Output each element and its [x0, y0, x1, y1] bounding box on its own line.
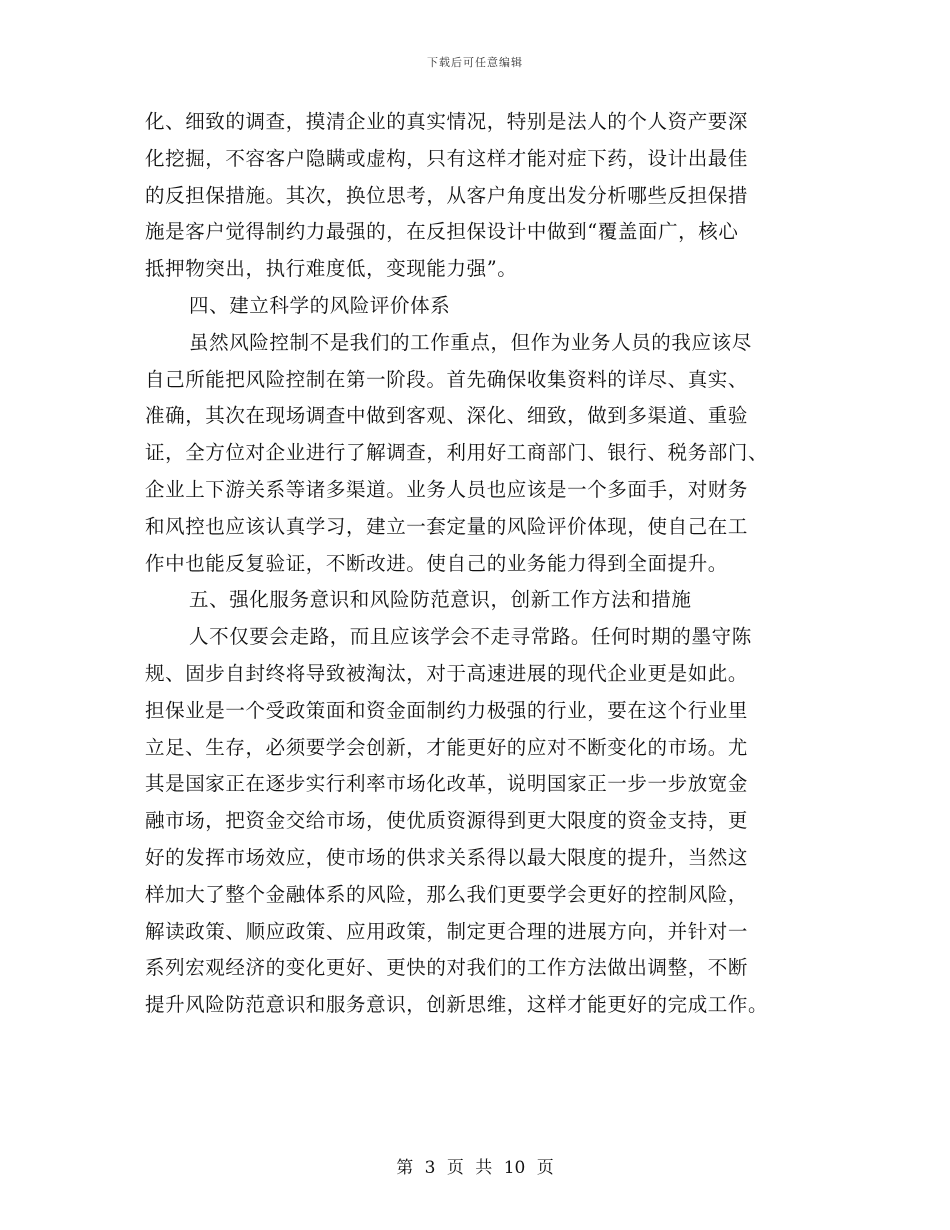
text-line: 和风控也应该认真学习，建立一套定量的风险评价体现，使自己在工 — [145, 514, 749, 538]
text-line: 准确，其次在现场调查中做到客观、深化、细致，做到多渠道、重验 — [145, 404, 749, 428]
text-line: 企业上下游关系等诸多渠道。业务人员也应该是一个多面手，对财务 — [145, 477, 749, 501]
text-line: 规、固步自封终将导致被淘汰，对于高速进展的现代企业更是如此。 — [145, 661, 749, 685]
text-line: 融市场，把资金交给市场，使优质资源得到更大限度的资金支持，更 — [145, 809, 749, 833]
text-line: 证，全方位对企业进行了解调查，利用好工商部门、银行、税务部门、 — [145, 441, 769, 465]
document-body — [145, 104, 810, 1024]
text-line: 的反担保措施。其次，换位思考，从客户角度出发分析哪些反担保措 — [145, 183, 749, 207]
text-line: 其是国家正在逐步实行利率市场化改革，说明国家正一步一步放宽金 — [145, 772, 749, 796]
text-line: 施是客户觉得制约力最强的，在反担保设计中做到“覆盖面广，核心 — [145, 220, 739, 244]
text-line: 解读政策、顺应政策、应用政策，制定更合理的进展方向，并针对一 — [145, 919, 749, 943]
text-line: 系列宏观经济的变化更好、更快的对我们的工作方法做出调整，不断 — [145, 956, 749, 980]
text-line: 自己所能把风险控制在第一阶段。首先确保收集资料的详尽、真实、 — [145, 367, 749, 391]
page-number-footer: 第 3 页 共 10 页 — [396, 1158, 554, 1178]
text-line: 抵押物突出，执行难度低，变现能力强”。 — [145, 257, 518, 281]
text-line: 四、建立科学的风险评价体系 — [189, 293, 451, 317]
text-line: 人不仅要会走路，而且应该学会不走寻常路。任何时期的墨守陈 — [189, 625, 752, 649]
text-line: 化、细致的调查，摸清企业的真实情况，特别是法人的个人资产要深 — [145, 110, 749, 133]
text-line: 担保业是一个受政策面和资金面制约力极强的行业，要在这个行业里 — [145, 698, 749, 722]
text-line: 提升风险防范意识和服务意识，创新思维，这样才能更好的完成工作。 — [145, 993, 769, 1017]
text-line: 化挖掘，不容客户隐瞒或虚构，只有这样才能对症下药，设计出最佳 — [145, 146, 749, 170]
text-line: 好的发挥市场效应，使市场的供求关系得以最大限度的提升，当然这 — [145, 845, 749, 869]
text-line: 立足、生存，必须要学会创新，才能更好的应对不断变化的市场。尤 — [145, 735, 749, 759]
text-line: 五、强化服务意识和风险防范意识，创新工作方法和措施 — [189, 588, 692, 612]
text-line: 虽然风险控制不是我们的工作重点，但作为业务人员的我应该尽 — [189, 330, 752, 354]
page-header: 下载后可任意编辑 — [427, 56, 523, 69]
text-line: 作中也能反复验证，不断改进。使自己的业务能力得到全面提升。 — [145, 551, 728, 575]
text-line: 样加大了整个金融体系的风险，那么我们更要学会更好的控制风险， — [145, 882, 749, 906]
